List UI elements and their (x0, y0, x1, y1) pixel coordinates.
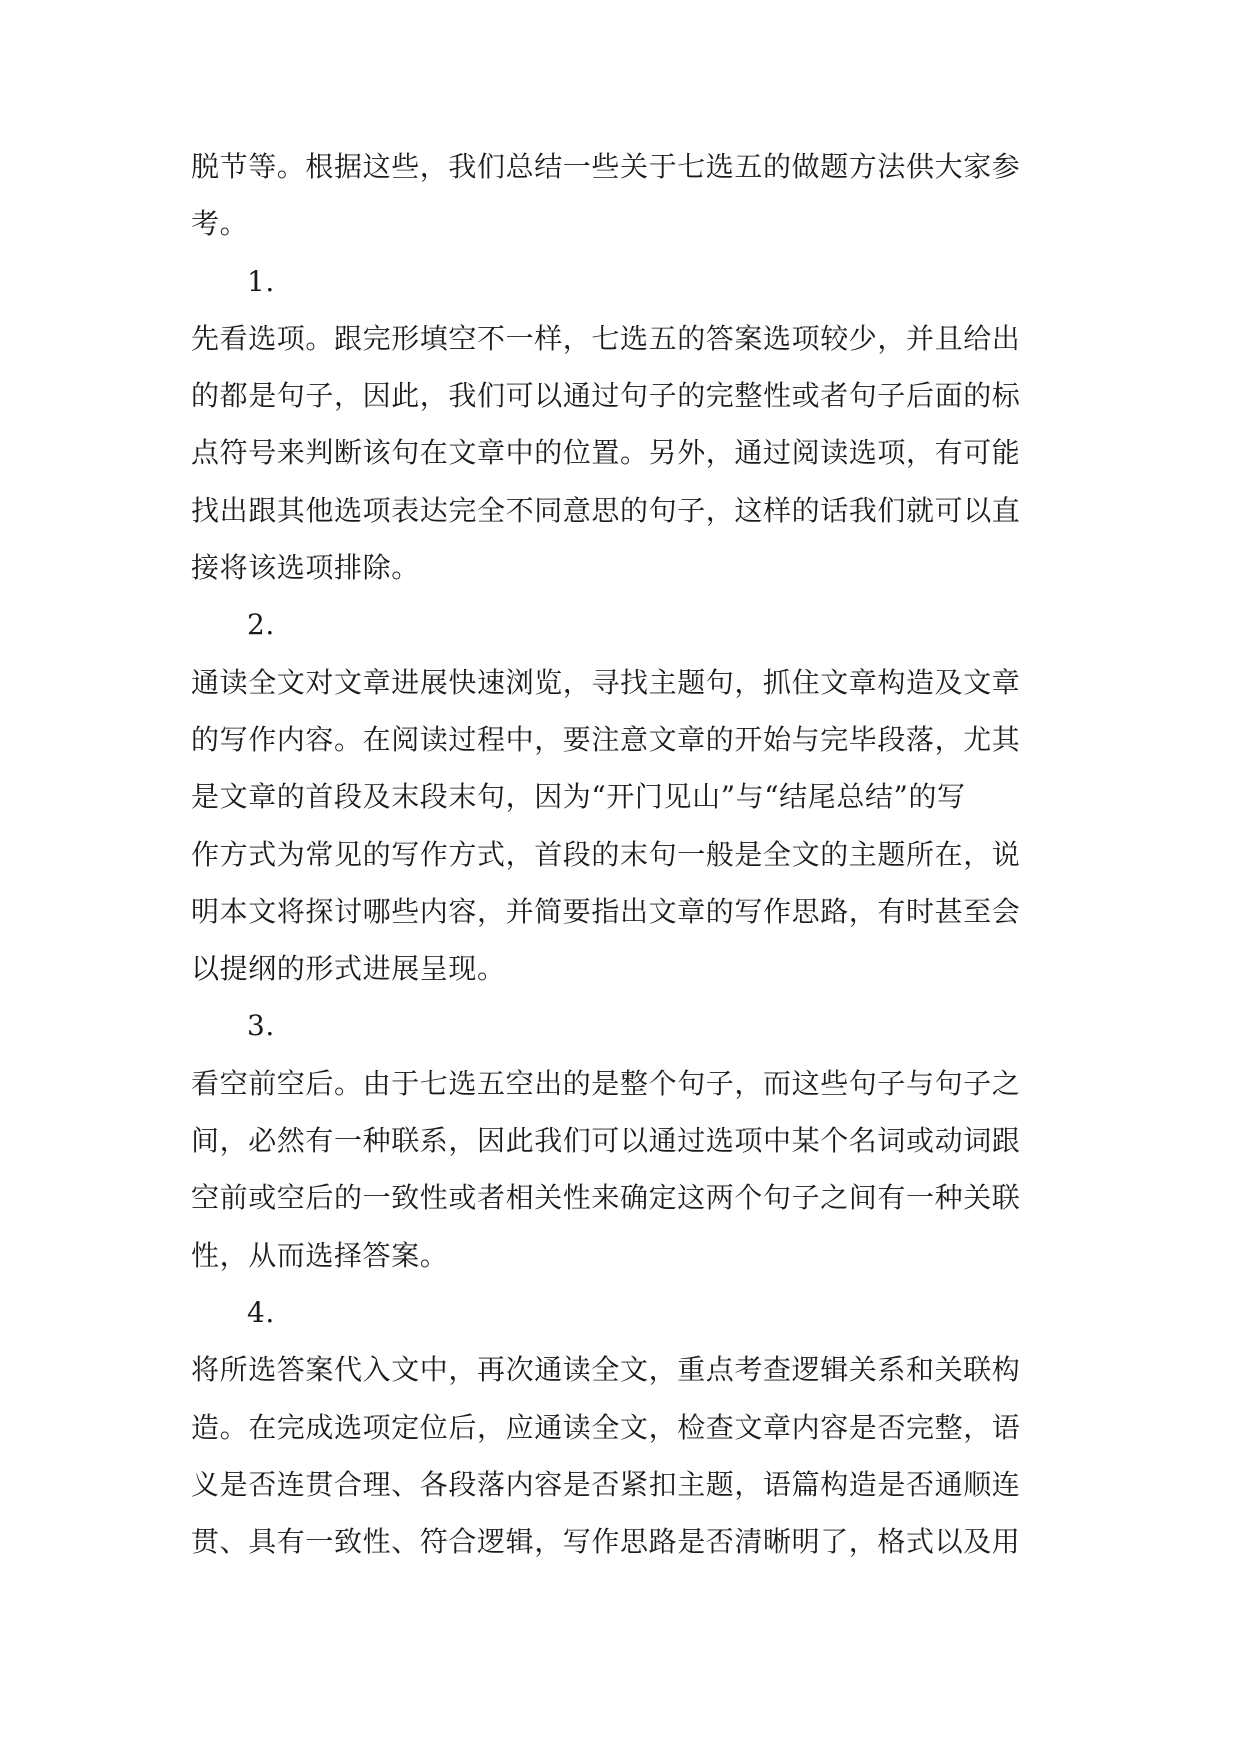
text-line: 的写作内容。在阅读过程中，要注意文章的开始与完毕段落，尤其 (191, 722, 1021, 756)
text-line: 是文章的首段及末段末句，因为“开门见山”与“结尾总结”的写 (191, 780, 966, 814)
list-number: 2. (247, 608, 275, 642)
text-line: 间，必然有一种联系，因此我们可以通过选项中某个名词或动词跟 (191, 1124, 1021, 1158)
list-number: 1. (247, 264, 275, 298)
text-line: 明本文将探讨哪些内容，并简要指出文章的写作思路，有时甚至会 (191, 894, 1021, 928)
text-line: 义是否连贯合理、各段落内容是否紧扣主题，语篇构造是否通顺连 (191, 1467, 1021, 1501)
text-line: 先看选项。跟完形填空不一样，七选五的答案选项较少，并且给出 (191, 321, 1021, 355)
list-number: 4. (247, 1295, 275, 1329)
text-line: 通读全文对文章进展快速浏览，寻找主题句，抓住文章构造及文章 (191, 665, 1021, 699)
text-line: 看空前空后。由于七选五空出的是整个句子，而这些句子与句子之 (191, 1066, 1021, 1100)
text-line: 性，从而选择答案。 (191, 1238, 449, 1272)
text-line: 找出跟其他选项表达完全不同意思的句子，这样的话我们就可以直 (191, 493, 1021, 527)
text-line: 作方式为常见的写作方式，首段的末句一般是全文的主题所在，说 (191, 837, 1021, 871)
text-line: 考。 (191, 207, 249, 241)
text-line: 接将该选项排除。 (191, 551, 420, 585)
text-line: 贯、具有一致性、符合逻辑，写作思路是否清晰明了，格式以及用 (191, 1525, 1021, 1559)
list-number: 3. (247, 1009, 275, 1043)
text-line: 点符号来判断该句在文章中的位置。另外，通过阅读选项，有可能 (191, 436, 1021, 470)
text-line: 将所选答案代入文中，再次通读全文，重点考查逻辑关系和关联构 (191, 1353, 1021, 1387)
document-body (191, 138, 1041, 1570)
text-line: 造。在完成选项定位后，应通读全文，检查文章内容是否完整，语 (191, 1410, 1021, 1444)
text-line: 脱节等。根据这些，我们总结一些关于七选五的做题方法供大家参 (191, 150, 1021, 183)
text-line: 空前或空后的一致性或者相关性来确定这两个句子之间有一种关联 (191, 1181, 1021, 1215)
text-line: 的都是句子，因此，我们可以通过句子的完整性或者句子后面的标 (191, 379, 1021, 413)
text-line: 以提纲的形式进展呈现。 (191, 952, 506, 986)
